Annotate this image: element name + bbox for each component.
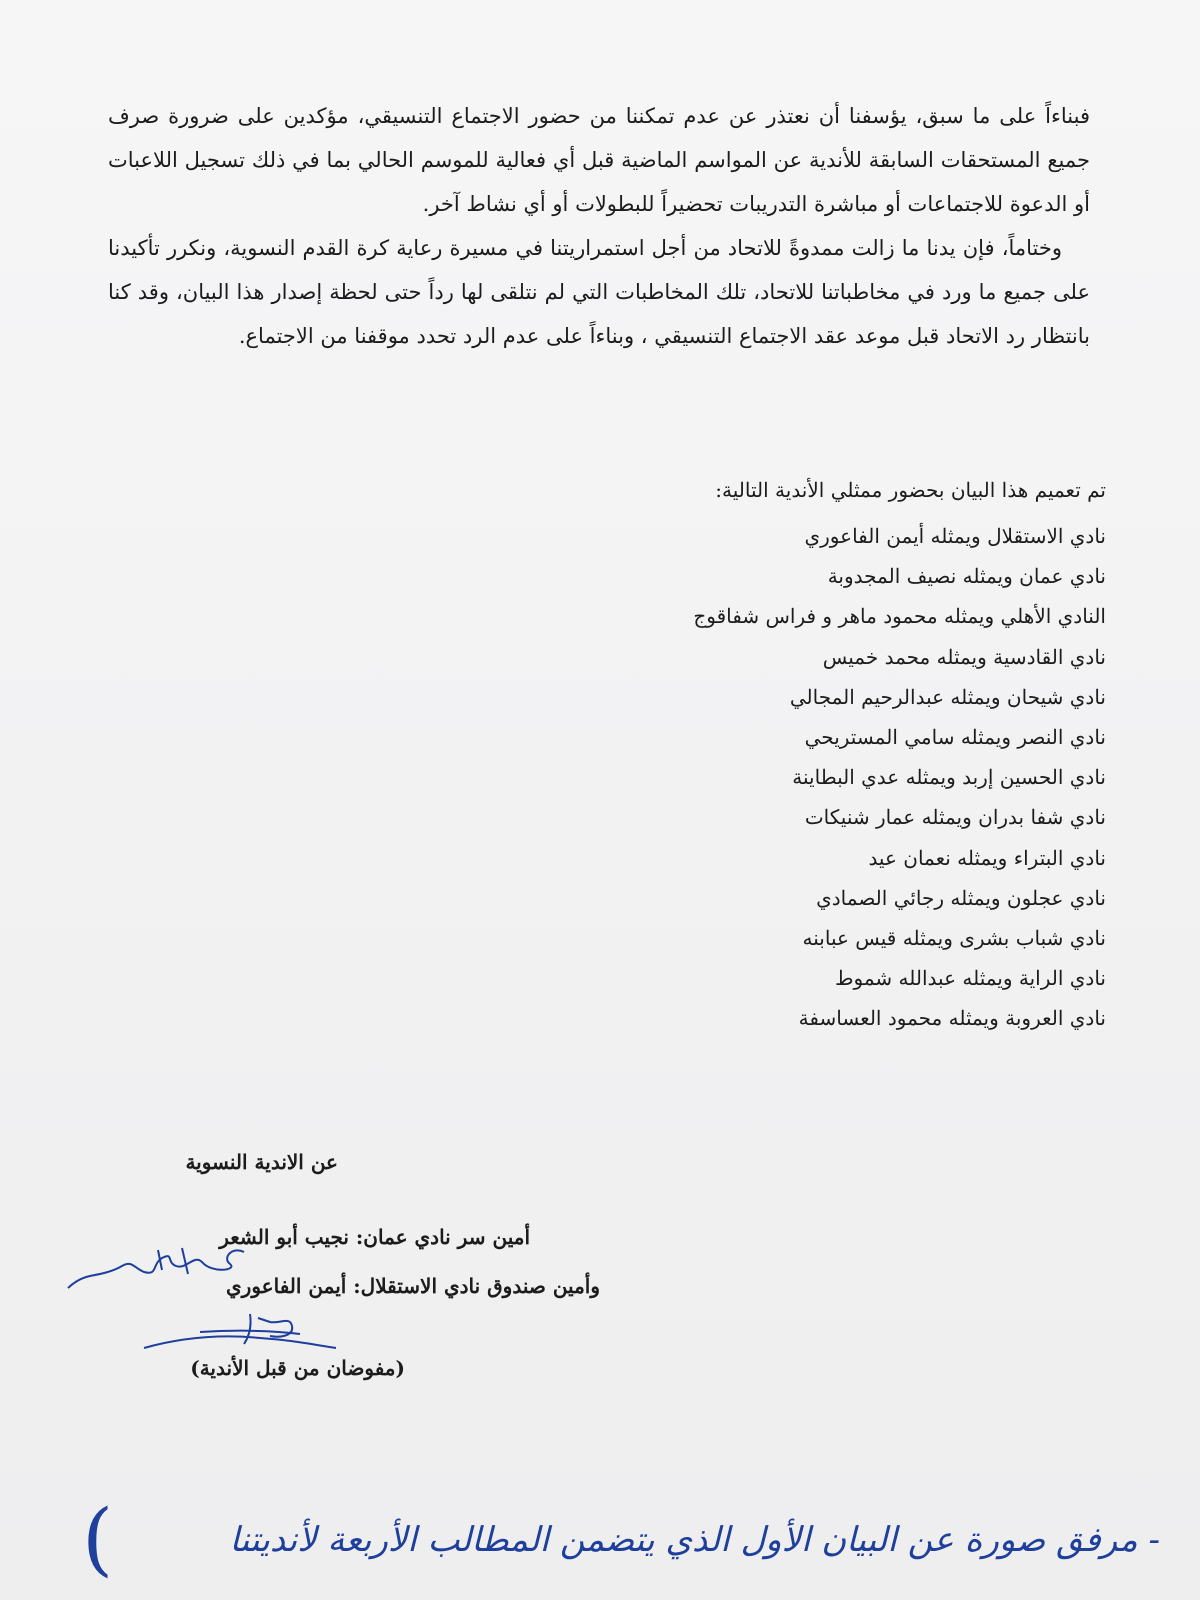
signature-secretary-icon [62,1244,252,1294]
handwritten-note: - مرفق صورة عن البيان الأول الذي يتضمن المطالب الأربعة لأنديتنا [229,1520,1160,1560]
paragraph-1-text: فبناءاً على ما سبق، يؤسفنا أن نعتذر عن عدم تمكننا من حضور الاجتماع التنسيقي، مؤكدين على ضرورة صرف جميع المستحقات السابقة للأندية عن المواسم الماضية قبل أي فعالية للموسم الحالي بما في ذلك تسجيل اللاعبات أو الدعوة للاجتماعات أو مباشرة التدريبات تحضيراً للبطولات أو أي نشاط آخر. [108,104,1090,216]
list-item: نادي الراية ويمثله عبدالله شموط [835,966,1106,991]
list-item: نادي شفا بدران ويمثله عمار شنيكات [804,805,1106,830]
signature-heading: عن الاندية النسوية [185,1150,338,1174]
paragraph-closing [108,226,1090,358]
attending-clubs [400,470,1106,1038]
list-item: نادي البتراء ويمثله نعمان عيد [868,845,1106,870]
list-item: نادي الحسين إربد ويمثله عدي البطاينة [792,765,1106,790]
list-item: نادي النصر ويمثله سامي المستريحي [804,724,1106,749]
mandate-note: (مفوضان من قبل الأندية) [190,1356,405,1380]
clubs-list [400,516,1106,1038]
secretary-line: أمين سر نادي عمان: نجيب أبو الشعر [219,1225,530,1249]
list-item: النادي الأهلي ويمثله محمود ماهر و فراس شفاقوج [693,604,1106,629]
handnote-paren-left: ( [82,1492,114,1585]
treasurer-line: وأمين صندوق نادي الاستقلال: أيمن الفاعوري [226,1274,600,1298]
signature-treasurer-icon [140,1308,340,1354]
paragraph-2-text: وختاماً، فإن يدنا ما زالت ممدوةً للاتحاد من أجل استمراريتنا في مسيرة رعاية كرة القدم النسوية، ونكرر تأكيدنا على جميع ما ورد في مخاطباتنا للاتحاد، تلك المخاطبات التي لم نتلقى لها رداً حتى لحظة إصدار هذا البيان، وقد كنا بانتظار رد الاتحاد قبل موعد عقد الاجتماع التنسيقي ، وبناءاً على عدم الرد تحدد موقفنا من الاجتماع. [108,236,1090,348]
paragraph-apology [108,94,1090,226]
list-item: نادي شيحان ويمثله عبدالرحيم المجالي [789,684,1106,709]
list-item: نادي عجلون ويمثله رجائي الصمادي [816,885,1106,910]
list-item: نادي شباب بشرى ويمثله قيس عبابنه [802,925,1106,950]
list-item: نادي عمان ويمثله نصيف المجدوبة [827,564,1106,589]
list-item: نادي القادسية ويمثله محمد خميس [822,644,1106,669]
clubs-intro: تم تعميم هذا البيان بحضور ممثلي الأندية التالية: [715,478,1106,502]
list-item: نادي العروبة ويمثله محمود العساسفة [798,1006,1106,1031]
list-item: نادي الاستقلال ويمثله أيمن الفاعوري [804,524,1106,548]
